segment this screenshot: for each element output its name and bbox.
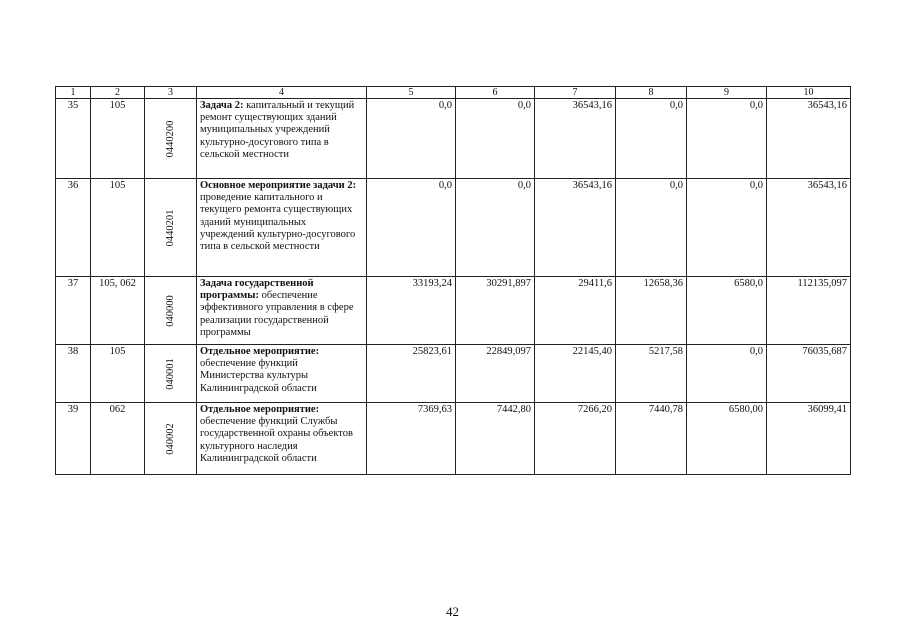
row-value-9: 6580,0 (687, 277, 767, 345)
row-value-9: 0,0 (687, 179, 767, 277)
row-number: 37 (56, 277, 91, 345)
row-value-9: 0,0 (687, 99, 767, 179)
row-value-6: 30291,897 (456, 277, 535, 345)
row-chapter: 105, 062 (91, 277, 145, 345)
row-code: 040001 (164, 357, 176, 390)
row-code-cell (145, 179, 197, 277)
row-value-9: 6580,00 (687, 403, 767, 475)
row-chapter: 105 (91, 345, 145, 403)
row-value-6: 7442,80 (456, 403, 535, 475)
row-number: 36 (56, 179, 91, 277)
row-value-8: 12658,36 (616, 277, 687, 345)
row-description-title: Отдельное мероприятие: (200, 346, 320, 357)
row-description-title: Основное мероприятие задачи 2: (200, 180, 357, 191)
row-value-10: 112135,097 (767, 277, 851, 345)
row-value-5: 0,0 (367, 99, 456, 179)
row-description-text: капитальный и текущий ремонт существующих зданий муниципальных учреждений культурно-досугового типа в сельской местности (200, 100, 355, 160)
row-value-8: 0,0 (616, 179, 687, 277)
table-row (56, 179, 851, 277)
row-description-text: проведение капитального и текущего ремонта существующих зданий муниципальных учреждений культурно-досугового типа в сельской местности (200, 192, 356, 253)
row-value-5: 25823,61 (367, 345, 456, 403)
header-cell: 10 (767, 87, 851, 99)
row-number: 39 (56, 403, 91, 475)
row-value-7: 7266,20 (535, 403, 616, 475)
header-cell: 8 (616, 87, 687, 99)
table-row (56, 403, 851, 475)
page-number: 42 (446, 604, 459, 619)
budget-table (55, 86, 851, 475)
row-chapter: 105 (91, 179, 145, 277)
row-description (197, 403, 367, 475)
row-value-7: 29411,6 (535, 277, 616, 345)
row-description (197, 345, 367, 403)
header-cell: 4 (197, 87, 367, 99)
row-value-8: 7440,78 (616, 403, 687, 475)
row-code: 040000 (164, 294, 176, 327)
row-code: 0440201 (164, 209, 176, 246)
row-code-cell (145, 277, 197, 345)
row-value-10: 76035,687 (767, 345, 851, 403)
row-value-5: 33193,24 (367, 277, 456, 345)
row-value-5: 0,0 (367, 179, 456, 277)
header-cell: 5 (367, 87, 456, 99)
table-row (56, 277, 851, 345)
header-cell: 2 (91, 87, 145, 99)
row-description (197, 179, 367, 277)
row-value-6: 22849,097 (456, 345, 535, 403)
row-number: 38 (56, 345, 91, 403)
row-code: 0440200 (164, 120, 176, 157)
row-value-10: 36543,16 (767, 179, 851, 277)
row-chapter: 105 (91, 99, 145, 179)
row-value-10: 36099,41 (767, 403, 851, 475)
row-description-text: обеспечение функций Службы государственной охраны объектов культурного наследия Калининградской области (200, 416, 353, 464)
row-description-title: Задача государственной программы: (200, 278, 314, 302)
row-value-6: 0,0 (456, 99, 535, 179)
header-row (56, 87, 851, 99)
header-cell: 6 (456, 87, 535, 99)
row-description-title: Задача 2: (200, 100, 244, 111)
header-cell: 3 (145, 87, 197, 99)
row-value-8: 5217,58 (616, 345, 687, 403)
row-code: 040002 (164, 422, 176, 455)
row-description-text: обеспечение эффективного управления в сфере реализации государственной программы (200, 290, 354, 338)
row-value-8: 0,0 (616, 99, 687, 179)
header-cell: 1 (56, 87, 91, 99)
row-description (197, 277, 367, 345)
row-code-cell (145, 99, 197, 179)
row-value-6: 0,0 (456, 179, 535, 277)
row-value-7: 22145,40 (535, 345, 616, 403)
table-row (56, 99, 851, 179)
row-number: 35 (56, 99, 91, 179)
row-value-7: 36543,16 (535, 179, 616, 277)
row-description-title: Отдельное мероприятие: (200, 404, 320, 415)
row-value-7: 36543,16 (535, 99, 616, 179)
header-cell: 9 (687, 87, 767, 99)
row-value-9: 0,0 (687, 345, 767, 403)
row-description-text: обеспечение функций Министерства культуры Калининградской области (200, 358, 317, 394)
row-code-cell (145, 345, 197, 403)
row-value-5: 7369,63 (367, 403, 456, 475)
row-value-10: 36543,16 (767, 99, 851, 179)
row-chapter: 062 (91, 403, 145, 475)
row-description (197, 99, 367, 179)
header-cell: 7 (535, 87, 616, 99)
table-row (56, 345, 851, 403)
row-code-cell (145, 403, 197, 475)
